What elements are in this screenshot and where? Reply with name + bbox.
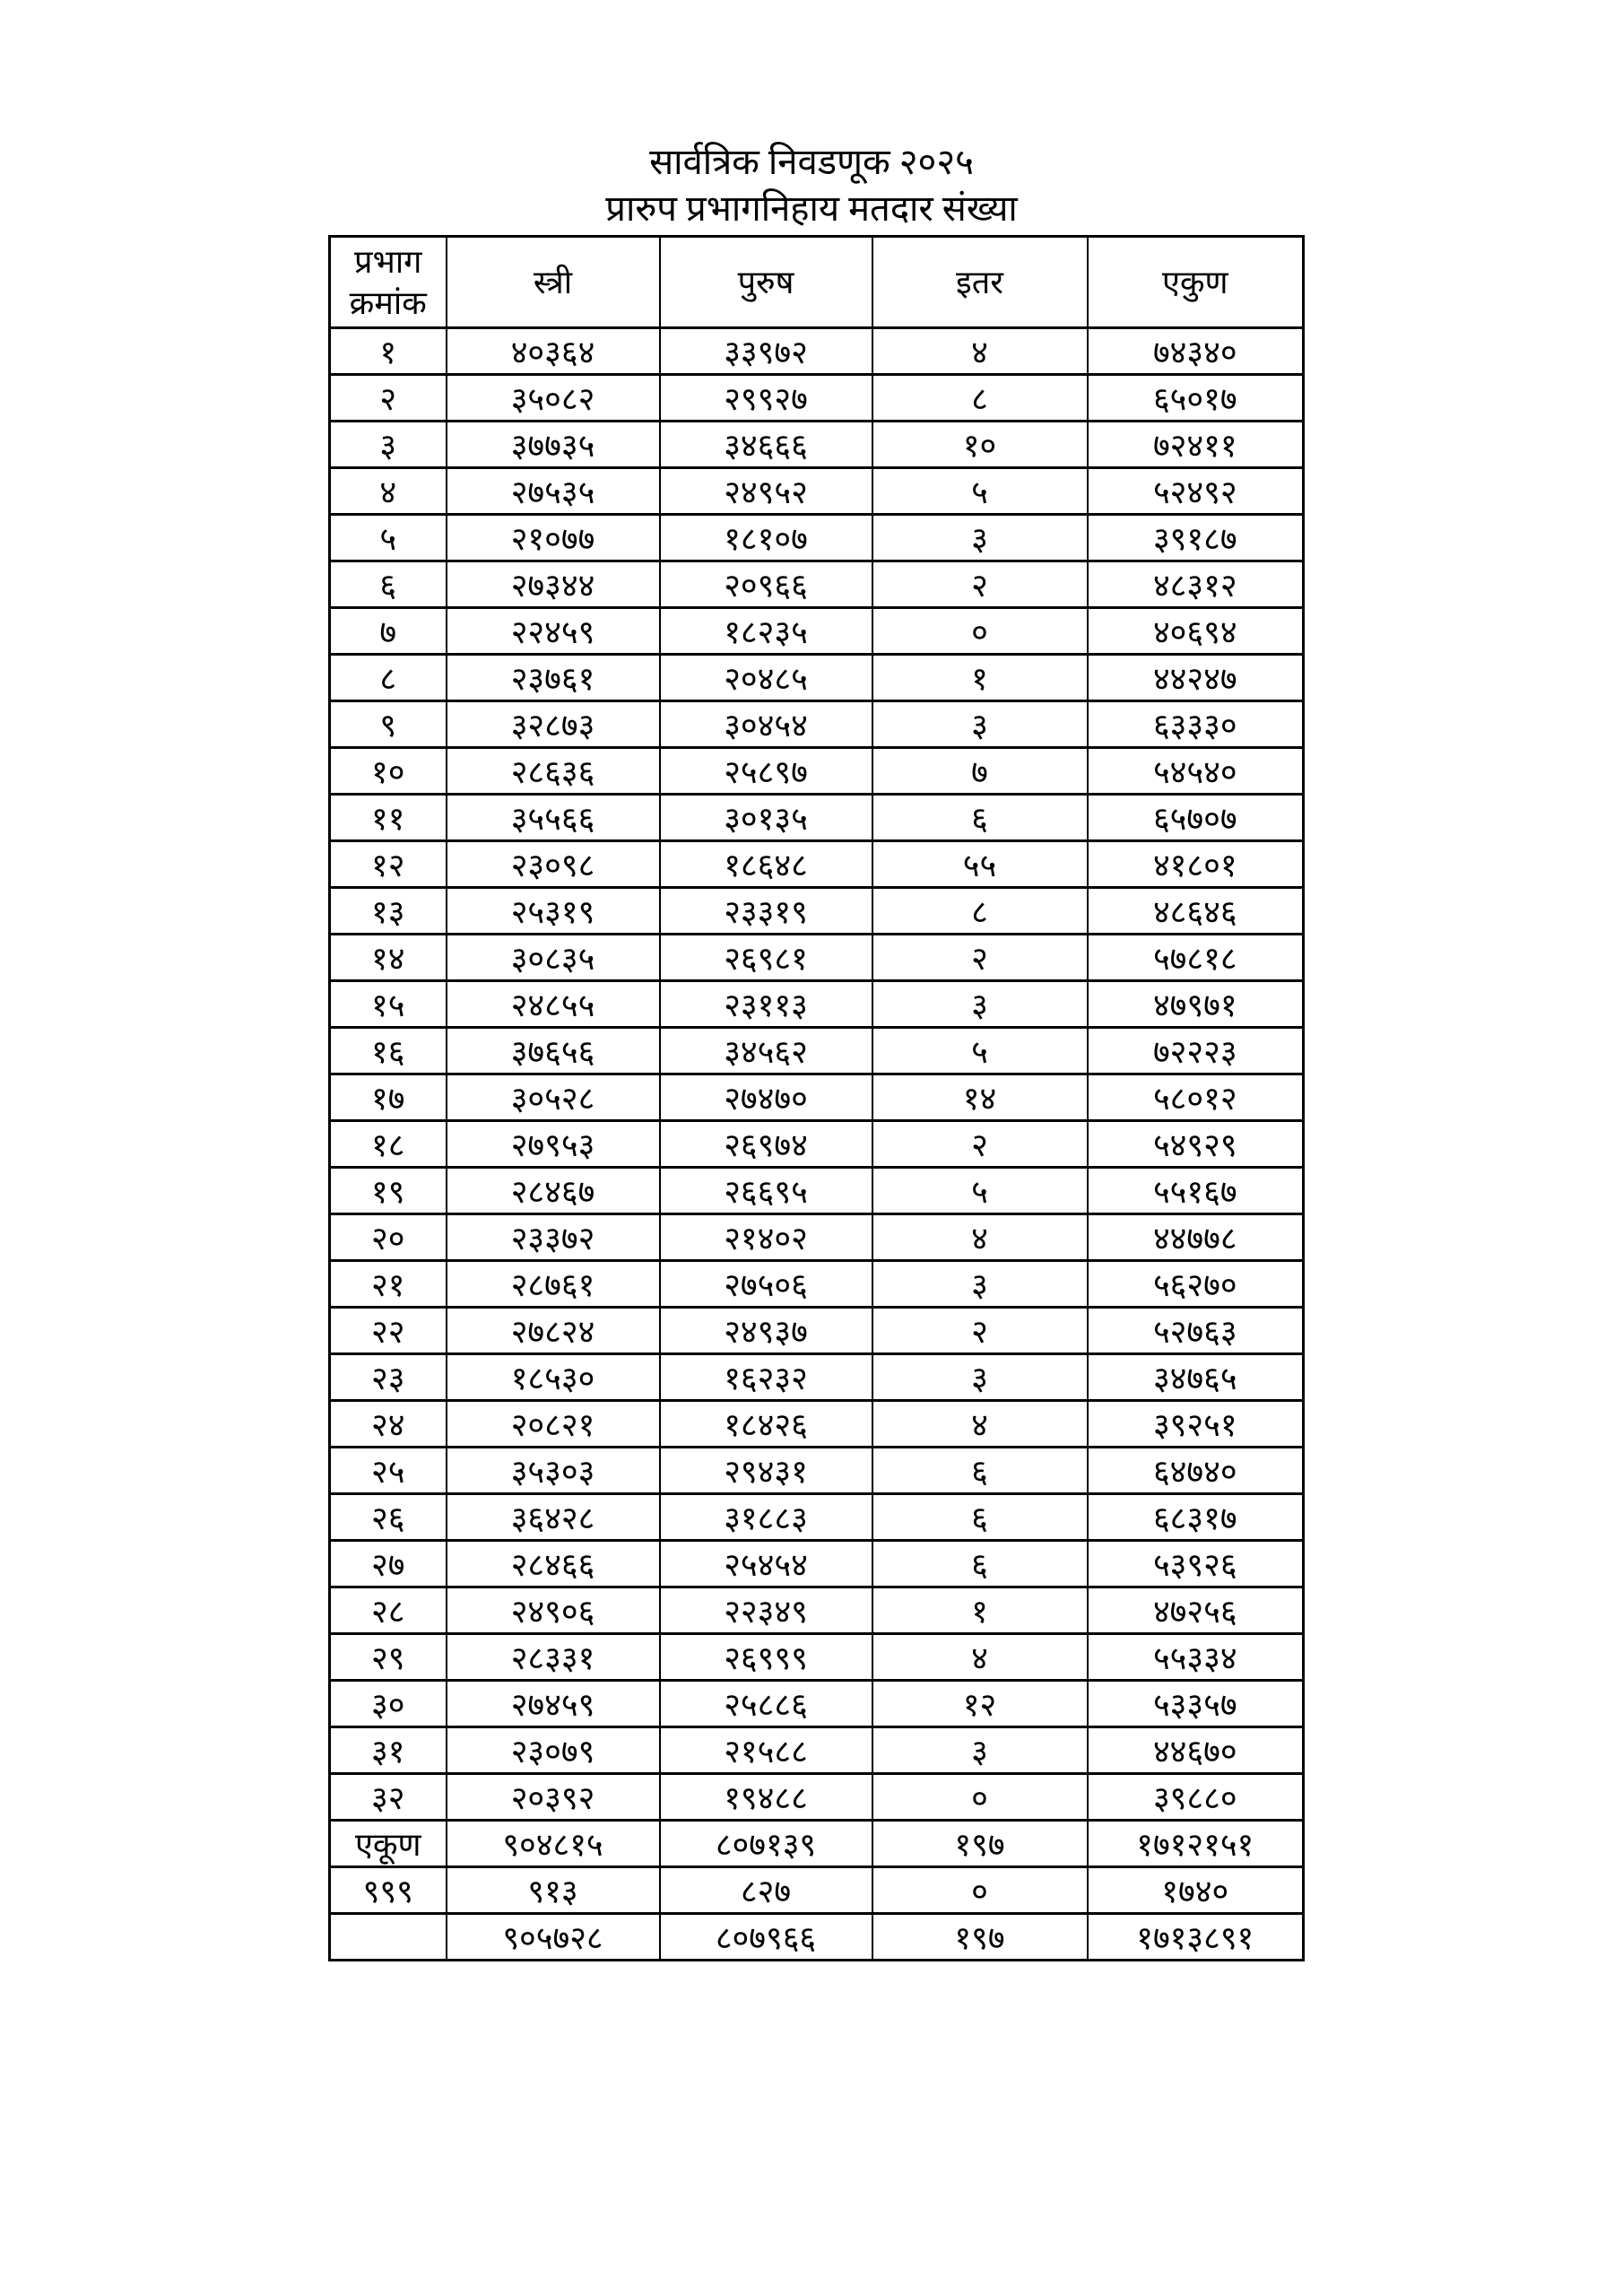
total-count-cell: ४८३१२ xyxy=(1088,561,1304,608)
total-count-cell: ४७२५६ xyxy=(1088,1587,1304,1634)
table-row xyxy=(330,1261,1304,1308)
document-title xyxy=(0,139,1623,232)
grand-total-row xyxy=(330,1914,1304,1961)
total-count-cell: ५५१६७ xyxy=(1088,1168,1304,1214)
other-count-cell: ३ xyxy=(872,515,1088,561)
table-header-row xyxy=(330,237,1304,328)
document-title-line1: सार्वत्रिक निवडणूक २०२५ xyxy=(649,142,974,182)
table-row xyxy=(330,655,1304,701)
ward-number-cell: ३ xyxy=(330,422,447,468)
other-count-cell: १ xyxy=(872,1587,1088,1634)
female-count-cell: ४०३६४ xyxy=(447,328,660,375)
table-row xyxy=(330,1354,1304,1401)
ward-number-cell: २४ xyxy=(330,1401,447,1448)
female-count-cell: २७९५३ xyxy=(447,1121,660,1168)
total-count-cell: ६४७४० xyxy=(1088,1448,1304,1494)
male-count-cell: १९४८८ xyxy=(660,1774,872,1821)
total-count-cell: ५३९२६ xyxy=(1088,1541,1304,1587)
total-count-cell: ६८३१७ xyxy=(1088,1494,1304,1541)
male-count-cell: २२३४९ xyxy=(660,1587,872,1634)
female-count-cell: ३७७३५ xyxy=(447,422,660,468)
total-count-cell: ४१८०१ xyxy=(1088,841,1304,888)
male-count-cell: ३४५६२ xyxy=(660,1028,872,1074)
ward-number-cell: २५ xyxy=(330,1448,447,1494)
other-count-cell: ० xyxy=(872,1867,1088,1914)
ward-number-cell: २३ xyxy=(330,1354,447,1401)
other-count-cell: ६ xyxy=(872,795,1088,841)
other-count-cell: १ xyxy=(872,655,1088,701)
ward-number-cell: २९ xyxy=(330,1634,447,1681)
table-row xyxy=(330,1494,1304,1541)
female-count-cell: २७५३५ xyxy=(447,468,660,515)
female-count-cell: २४९०६ xyxy=(447,1587,660,1634)
other-count-cell: २ xyxy=(872,1308,1088,1354)
female-count-cell: २४८५५ xyxy=(447,981,660,1028)
other-count-cell: ३ xyxy=(872,1354,1088,1401)
total-count-cell: ४४२४७ xyxy=(1088,655,1304,701)
male-count-cell: २१४०२ xyxy=(660,1214,872,1261)
male-count-cell: २०९६६ xyxy=(660,561,872,608)
table-row xyxy=(330,561,1304,608)
total-count-cell: ५६२७० xyxy=(1088,1261,1304,1308)
female-count-cell: १८५३० xyxy=(447,1354,660,1401)
other-count-cell: ८ xyxy=(872,375,1088,422)
female-count-cell: २३०७९ xyxy=(447,1727,660,1774)
table-row xyxy=(330,515,1304,561)
other-count-cell: ३ xyxy=(872,701,1088,748)
ward-number-cell: २६ xyxy=(330,1494,447,1541)
female-count-cell: ९०४८१५ xyxy=(447,1821,660,1867)
ward-number-cell: ११ xyxy=(330,795,447,841)
ward-number-cell xyxy=(330,1914,447,1961)
ward-number-cell: १६ xyxy=(330,1028,447,1074)
table-row xyxy=(330,1168,1304,1214)
other-count-cell: २ xyxy=(872,935,1088,981)
ward-number-cell: २८ xyxy=(330,1587,447,1634)
female-count-cell: ३५०८२ xyxy=(447,375,660,422)
male-count-cell: २३११३ xyxy=(660,981,872,1028)
female-count-cell: २८६३६ xyxy=(447,748,660,795)
ward-number-cell: ५ xyxy=(330,515,447,561)
total-count-cell: ५२४९२ xyxy=(1088,468,1304,515)
total-count-cell: ५८०१२ xyxy=(1088,1074,1304,1121)
other-count-cell: ४ xyxy=(872,328,1088,375)
male-count-cell: १८२३५ xyxy=(660,608,872,655)
table-row xyxy=(330,1121,1304,1168)
other-count-cell: ५ xyxy=(872,468,1088,515)
ward-number-cell: ३१ xyxy=(330,1727,447,1774)
ward-number-cell: १५ xyxy=(330,981,447,1028)
table-row xyxy=(330,1681,1304,1727)
ward-number-cell: ३० xyxy=(330,1681,447,1727)
ward-number-cell: १० xyxy=(330,748,447,795)
other-count-cell: ६ xyxy=(872,1541,1088,1587)
other-count-cell: ० xyxy=(872,1774,1088,1821)
ward-number-cell: ९९९ xyxy=(330,1867,447,1914)
total-count-cell: ७२४११ xyxy=(1088,422,1304,468)
total-count-cell: ६५०१७ xyxy=(1088,375,1304,422)
table-row xyxy=(330,1074,1304,1121)
female-count-cell: ३०८३५ xyxy=(447,935,660,981)
table-row xyxy=(330,1634,1304,1681)
male-count-cell: ३३९७२ xyxy=(660,328,872,375)
other-count-cell: ६ xyxy=(872,1494,1088,1541)
ward-number-cell: २७ xyxy=(330,1541,447,1587)
other-count-cell: २ xyxy=(872,1121,1088,1168)
other-count-cell: ४ xyxy=(872,1634,1088,1681)
female-count-cell: २८४६७ xyxy=(447,1168,660,1214)
table-row xyxy=(330,935,1304,981)
female-count-cell: २७३४४ xyxy=(447,561,660,608)
female-count-cell: २७८२४ xyxy=(447,1308,660,1354)
male-count-cell: २५८९७ xyxy=(660,748,872,795)
male-count-cell: २९४३१ xyxy=(660,1448,872,1494)
ward-number-cell: १ xyxy=(330,328,447,375)
male-count-cell: २५४५४ xyxy=(660,1541,872,1587)
total-count-cell: ५४५४० xyxy=(1088,748,1304,795)
female-count-cell: ३७६५६ xyxy=(447,1028,660,1074)
ward-number-cell: १२ xyxy=(330,841,447,888)
total-count-cell: ५४९२९ xyxy=(1088,1121,1304,1168)
total-row xyxy=(330,1821,1304,1867)
male-count-cell: ३०४५४ xyxy=(660,701,872,748)
table-row xyxy=(330,1541,1304,1587)
column-header-male: पुरुष xyxy=(660,237,872,328)
female-count-cell: २८४६६ xyxy=(447,1541,660,1587)
total-count-cell: ७४३४० xyxy=(1088,328,1304,375)
ward-number-cell: १८ xyxy=(330,1121,447,1168)
other-count-cell: ५ xyxy=(872,1028,1088,1074)
male-count-cell: ३१८८३ xyxy=(660,1494,872,1541)
table-row xyxy=(330,468,1304,515)
column-header-ward-number: प्रभाग क्रमांक xyxy=(330,237,447,328)
male-count-cell: २१५८८ xyxy=(660,1727,872,1774)
other-count-cell: ३ xyxy=(872,1727,1088,1774)
ward-number-cell: १४ xyxy=(330,935,447,981)
table-row xyxy=(330,1727,1304,1774)
total-count-cell: ५७८१८ xyxy=(1088,935,1304,981)
ward-number-cell: ९ xyxy=(330,701,447,748)
total-count-cell: १७४० xyxy=(1088,1867,1304,1914)
male-count-cell: २७४७० xyxy=(660,1074,872,1121)
male-count-cell: ३४६६६ xyxy=(660,422,872,468)
total-count-cell: ५५३३४ xyxy=(1088,1634,1304,1681)
other-count-cell: १९७ xyxy=(872,1914,1088,1961)
ward-number-cell: १७ xyxy=(330,1074,447,1121)
male-count-cell: २०४८५ xyxy=(660,655,872,701)
total-count-cell: ३९२५१ xyxy=(1088,1401,1304,1448)
male-count-cell: १६२३२ xyxy=(660,1354,872,1401)
other-count-cell: ८ xyxy=(872,888,1088,935)
ward-number-cell: ६ xyxy=(330,561,447,608)
male-count-cell: ८२७ xyxy=(660,1867,872,1914)
male-count-cell: ८०७९६६ xyxy=(660,1914,872,1961)
female-count-cell: २३३७२ xyxy=(447,1214,660,1261)
table-row xyxy=(330,1587,1304,1634)
other-count-cell: ३ xyxy=(872,981,1088,1028)
other-count-cell: ६ xyxy=(872,1448,1088,1494)
table-row xyxy=(330,795,1304,841)
total-count-cell: ३९८८० xyxy=(1088,1774,1304,1821)
table-body xyxy=(330,328,1304,1961)
ward-number-cell: १३ xyxy=(330,888,447,935)
female-count-cell: २८३३१ xyxy=(447,1634,660,1681)
ward-number-cell: ३२ xyxy=(330,1774,447,1821)
total-count-cell: ३४७६५ xyxy=(1088,1354,1304,1401)
table-row xyxy=(330,701,1304,748)
male-count-cell: ८०७१३९ xyxy=(660,1821,872,1867)
female-count-cell: २०८२१ xyxy=(447,1401,660,1448)
ward-number-cell: ७ xyxy=(330,608,447,655)
other-count-cell: १९७ xyxy=(872,1821,1088,1867)
table-row xyxy=(330,328,1304,375)
total-count-cell: ४८६४६ xyxy=(1088,888,1304,935)
ward-number-cell: २० xyxy=(330,1214,447,1261)
male-count-cell: २६९९९ xyxy=(660,1634,872,1681)
ward-number-cell: ८ xyxy=(330,655,447,701)
female-count-cell: २८७६१ xyxy=(447,1261,660,1308)
table-row xyxy=(330,981,1304,1028)
table-row xyxy=(330,1774,1304,1821)
female-count-cell: ९१३ xyxy=(447,1867,660,1914)
total-count-cell: ४४६७० xyxy=(1088,1727,1304,1774)
male-count-cell: ३०१३५ xyxy=(660,795,872,841)
table-header xyxy=(330,237,1304,328)
table-row xyxy=(330,422,1304,468)
female-count-cell: ३२८७३ xyxy=(447,701,660,748)
other-count-cell: ७ xyxy=(872,748,1088,795)
other-count-cell: २ xyxy=(872,561,1088,608)
other-count-cell: १० xyxy=(872,422,1088,468)
other-count-cell: ४ xyxy=(872,1401,1088,1448)
ward-number-cell: एकूण xyxy=(330,1821,447,1867)
female-count-cell: २०३९२ xyxy=(447,1774,660,1821)
female-count-cell: २७४५९ xyxy=(447,1681,660,1727)
total-count-cell: ४०६९४ xyxy=(1088,608,1304,655)
male-count-cell: २९९२७ xyxy=(660,375,872,422)
male-count-cell: २४९३७ xyxy=(660,1308,872,1354)
total-count-cell: ६५७०७ xyxy=(1088,795,1304,841)
table-row xyxy=(330,841,1304,888)
column-header-female: स्त्री xyxy=(447,237,660,328)
other-count-cell: ५ xyxy=(872,1168,1088,1214)
total-count-cell: १७१३८९१ xyxy=(1088,1914,1304,1961)
total-count-cell: ७२२२३ xyxy=(1088,1028,1304,1074)
column-header-total: एकुण xyxy=(1088,237,1304,328)
female-count-cell: ३०५२८ xyxy=(447,1074,660,1121)
female-count-cell: २३०९८ xyxy=(447,841,660,888)
ward-number-cell: ४ xyxy=(330,468,447,515)
male-count-cell: १८१०७ xyxy=(660,515,872,561)
female-count-cell: २१०७७ xyxy=(447,515,660,561)
ward-number-cell: २२ xyxy=(330,1308,447,1354)
other-count-cell: ३ xyxy=(872,1261,1088,1308)
table-row xyxy=(330,1308,1304,1354)
other-count-cell: ० xyxy=(872,608,1088,655)
female-count-cell: ३६४२८ xyxy=(447,1494,660,1541)
table-row xyxy=(330,888,1304,935)
female-count-cell: २३७६१ xyxy=(447,655,660,701)
male-count-cell: १८४२६ xyxy=(660,1401,872,1448)
document-title-line2: प्रारुप प्रभागनिहाय मतदार संख्या xyxy=(605,188,1018,229)
total-count-cell: ३९१८७ xyxy=(1088,515,1304,561)
ward-number-cell: १९ xyxy=(330,1168,447,1214)
table-row xyxy=(330,1401,1304,1448)
table-row xyxy=(330,608,1304,655)
female-count-cell: २२४५९ xyxy=(447,608,660,655)
table-row xyxy=(330,1028,1304,1074)
table-row xyxy=(330,1448,1304,1494)
male-count-cell: २६६९५ xyxy=(660,1168,872,1214)
total-count-cell: १७१२१५१ xyxy=(1088,1821,1304,1867)
male-count-cell: २५८८६ xyxy=(660,1681,872,1727)
male-count-cell: २३३१९ xyxy=(660,888,872,935)
male-count-cell: २६९७४ xyxy=(660,1121,872,1168)
voter-count-table xyxy=(328,235,1305,1961)
table-row xyxy=(330,375,1304,422)
total-count-cell: ४७९७१ xyxy=(1088,981,1304,1028)
other-count-cell: १२ xyxy=(872,1681,1088,1727)
ward-number-cell: २ xyxy=(330,375,447,422)
total-count-cell: ५३३५७ xyxy=(1088,1681,1304,1727)
total-count-cell: ६३३३० xyxy=(1088,701,1304,748)
female-count-cell: ९०५७२८ xyxy=(447,1914,660,1961)
female-count-cell: ३५५६६ xyxy=(447,795,660,841)
table-row xyxy=(330,748,1304,795)
female-count-cell: २५३१९ xyxy=(447,888,660,935)
column-header-other: इतर xyxy=(872,237,1088,328)
row-999 xyxy=(330,1867,1304,1914)
male-count-cell: २४९५२ xyxy=(660,468,872,515)
other-count-cell: १४ xyxy=(872,1074,1088,1121)
female-count-cell: ३५३०३ xyxy=(447,1448,660,1494)
male-count-cell: १८६४८ xyxy=(660,841,872,888)
ward-number-cell: २१ xyxy=(330,1261,447,1308)
male-count-cell: २६९८१ xyxy=(660,935,872,981)
table-row xyxy=(330,1214,1304,1261)
total-count-cell: ५२७६३ xyxy=(1088,1308,1304,1354)
other-count-cell: ४ xyxy=(872,1214,1088,1261)
total-count-cell: ४४७७८ xyxy=(1088,1214,1304,1261)
male-count-cell: २७५०६ xyxy=(660,1261,872,1308)
other-count-cell: ५५ xyxy=(872,841,1088,888)
